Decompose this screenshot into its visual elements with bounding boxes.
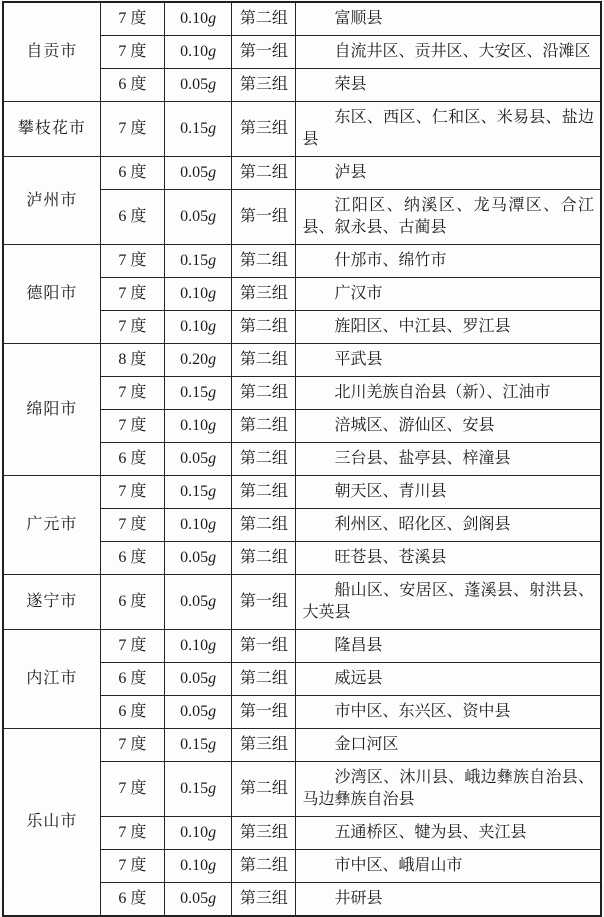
design-group-cell: 第三组 — [232, 817, 296, 850]
design-group-cell: 第二组 — [232, 410, 296, 443]
pga-cell — [165, 157, 232, 190]
pga-unit: g — [208, 736, 217, 753]
intensity-cell: 7 度 — [100, 762, 164, 817]
design-group-cell: 第三组 — [232, 102, 296, 157]
design-group-cell: 第一组 — [232, 190, 296, 245]
city-cell: 攀枝花市 — [3, 102, 100, 157]
intensity-cell: 7 度 — [100, 102, 164, 157]
pga-cell — [165, 696, 232, 729]
table-row — [3, 157, 601, 190]
design-group-cell: 第一组 — [232, 696, 296, 729]
areas-cell: 平武县 — [296, 344, 601, 377]
design-group-cell: 第二组 — [232, 377, 296, 410]
areas-cell: 市中区、东兴区、资中县 — [296, 696, 601, 729]
pga-cell — [165, 509, 232, 542]
intensity-cell: 6 度 — [100, 443, 164, 476]
intensity-cell: 6 度 — [100, 575, 164, 630]
intensity-cell: 7 度 — [100, 410, 164, 443]
pga-cell — [165, 476, 232, 509]
city-cell: 德阳市 — [3, 245, 100, 344]
areas-cell: 自流井区、贡井区、大安区、沿滩区 — [296, 36, 601, 69]
intensity-cell: 6 度 — [100, 696, 164, 729]
pga-unit: g — [208, 318, 217, 335]
intensity-cell: 7 度 — [100, 311, 164, 344]
areas-cell: 井研县 — [296, 883, 601, 917]
intensity-cell: 7 度 — [100, 245, 164, 278]
areas-cell: 富顺县 — [296, 2, 601, 36]
design-group-cell: 第三组 — [232, 69, 296, 102]
intensity-cell: 6 度 — [100, 157, 164, 190]
pga-cell — [165, 2, 232, 36]
pga-unit: g — [208, 252, 217, 269]
pga-unit: g — [208, 549, 217, 566]
pga-cell — [165, 762, 232, 817]
pga-cell — [165, 575, 232, 630]
city-cell: 自贡市 — [3, 2, 100, 102]
design-group-cell: 第一组 — [232, 575, 296, 630]
pga-unit: g — [208, 10, 217, 27]
pga-value: 0.05 — [180, 76, 209, 93]
design-group-cell: 第三组 — [232, 883, 296, 917]
design-group-cell: 第二组 — [232, 344, 296, 377]
pga-cell — [165, 190, 232, 245]
city-cell: 绵阳市 — [3, 344, 100, 476]
intensity-cell: 7 度 — [100, 850, 164, 883]
table-row — [3, 476, 601, 509]
city-cell: 广元市 — [3, 476, 100, 575]
pga-value: 0.05 — [180, 890, 209, 907]
design-group-cell: 第二组 — [232, 663, 296, 696]
pga-value: 0.10 — [180, 637, 209, 654]
intensity-cell: 7 度 — [100, 36, 164, 69]
pga-value: 0.10 — [180, 516, 209, 533]
pga-unit: g — [208, 483, 217, 500]
areas-cell: 利州区、昭化区、剑阁县 — [296, 509, 601, 542]
design-group-cell: 第三组 — [232, 729, 296, 762]
table-row — [3, 630, 601, 663]
table-row — [3, 245, 601, 278]
pga-cell — [165, 542, 232, 575]
intensity-cell: 7 度 — [100, 630, 164, 663]
pga-cell — [165, 410, 232, 443]
pga-cell — [165, 817, 232, 850]
pga-cell — [165, 883, 232, 917]
areas-cell: 涪城区、游仙区、安县 — [296, 410, 601, 443]
areas-cell: 船山区、安居区、蓬溪县、射洪县、大英县 — [296, 575, 601, 630]
pga-value: 0.05 — [180, 670, 209, 687]
areas-cell: 广汉市 — [296, 278, 601, 311]
intensity-cell: 7 度 — [100, 729, 164, 762]
design-group-cell: 第二组 — [232, 509, 296, 542]
intensity-cell: 7 度 — [100, 509, 164, 542]
pga-value: 0.10 — [180, 10, 209, 27]
design-group-cell: 第一组 — [232, 36, 296, 69]
pga-unit: g — [208, 593, 217, 610]
pga-value: 0.05 — [180, 593, 209, 610]
pga-unit: g — [208, 637, 217, 654]
design-group-cell: 第二组 — [232, 2, 296, 36]
areas-cell: 东区、西区、仁和区、米易县、盐边县 — [296, 102, 601, 157]
pga-value: 0.10 — [180, 824, 209, 841]
pga-unit: g — [208, 208, 217, 225]
areas-cell: 市中区、峨眉山市 — [296, 850, 601, 883]
pga-cell — [165, 377, 232, 410]
pga-unit: g — [208, 450, 217, 467]
pga-unit: g — [208, 670, 217, 687]
design-group-cell: 第一组 — [232, 630, 296, 663]
table-row — [3, 2, 601, 36]
pga-value: 0.05 — [180, 549, 209, 566]
city-cell: 内江市 — [3, 630, 100, 729]
pga-unit: g — [208, 285, 217, 302]
pga-unit: g — [208, 43, 217, 60]
pga-value: 0.15 — [180, 120, 209, 137]
pga-value: 0.15 — [180, 252, 209, 269]
design-group-cell: 第二组 — [232, 311, 296, 344]
areas-cell: 隆昌县 — [296, 630, 601, 663]
city-cell: 泸州市 — [3, 157, 100, 245]
table-row — [3, 344, 601, 377]
areas-cell: 旺苍县、苍溪县 — [296, 542, 601, 575]
pga-value: 0.15 — [180, 384, 209, 401]
pga-cell — [165, 630, 232, 663]
pga-unit: g — [208, 703, 217, 720]
design-group-cell: 第二组 — [232, 850, 296, 883]
intensity-cell: 7 度 — [100, 476, 164, 509]
pga-unit: g — [208, 824, 217, 841]
design-group-cell: 第二组 — [232, 542, 296, 575]
table-body — [3, 2, 601, 916]
document-page — [0, 1, 604, 907]
intensity-cell: 7 度 — [100, 278, 164, 311]
intensity-cell: 8 度 — [100, 344, 164, 377]
pga-cell — [165, 663, 232, 696]
design-group-cell: 第二组 — [232, 762, 296, 817]
pga-value: 0.05 — [180, 164, 209, 181]
pga-unit: g — [208, 417, 217, 434]
areas-cell: 金口河区 — [296, 729, 601, 762]
pga-value: 0.20 — [180, 351, 209, 368]
pga-unit: g — [208, 780, 217, 797]
pga-cell — [165, 311, 232, 344]
design-group-cell: 第二组 — [232, 476, 296, 509]
pga-unit: g — [208, 857, 217, 874]
pga-cell — [165, 102, 232, 157]
areas-cell: 五通桥区、犍为县、夹江县 — [296, 817, 601, 850]
pga-cell — [165, 850, 232, 883]
pga-unit: g — [208, 384, 217, 401]
areas-cell: 三台县、盐亭县、梓潼县 — [296, 443, 601, 476]
areas-cell: 江阳区、纳溪区、龙马潭区、合江县、叙永县、古蔺县 — [296, 190, 601, 245]
table-row — [3, 575, 601, 630]
pga-value: 0.10 — [180, 318, 209, 335]
pga-value: 0.10 — [180, 285, 209, 302]
table-row — [3, 102, 601, 157]
pga-cell — [165, 443, 232, 476]
table-row — [3, 729, 601, 762]
seismic-zoning-table — [2, 1, 602, 917]
pga-value: 0.10 — [180, 43, 209, 60]
intensity-cell: 7 度 — [100, 2, 164, 36]
pga-value: 0.05 — [180, 703, 209, 720]
pga-unit: g — [208, 351, 217, 368]
pga-cell — [165, 36, 232, 69]
pga-unit: g — [208, 890, 217, 907]
intensity-cell: 6 度 — [100, 190, 164, 245]
pga-cell — [165, 245, 232, 278]
pga-cell — [165, 278, 232, 311]
pga-value: 0.05 — [180, 450, 209, 467]
pga-value: 0.15 — [180, 780, 209, 797]
areas-cell: 朝天区、青川县 — [296, 476, 601, 509]
pga-value: 0.10 — [180, 417, 209, 434]
pga-unit: g — [208, 76, 217, 93]
intensity-cell: 6 度 — [100, 542, 164, 575]
areas-cell: 旌阳区、中江县、罗江县 — [296, 311, 601, 344]
intensity-cell: 6 度 — [100, 883, 164, 917]
design-group-cell: 第二组 — [232, 245, 296, 278]
pga-cell — [165, 344, 232, 377]
intensity-cell: 6 度 — [100, 663, 164, 696]
design-group-cell: 第二组 — [232, 157, 296, 190]
pga-unit: g — [208, 120, 217, 137]
pga-value: 0.05 — [180, 208, 209, 225]
pga-value: 0.15 — [180, 483, 209, 500]
design-group-cell: 第二组 — [232, 443, 296, 476]
intensity-cell: 7 度 — [100, 817, 164, 850]
pga-value: 0.10 — [180, 857, 209, 874]
areas-cell: 荣县 — [296, 69, 601, 102]
pga-value: 0.15 — [180, 736, 209, 753]
pga-unit: g — [208, 164, 217, 181]
pga-unit: g — [208, 516, 217, 533]
areas-cell: 北川羌族自治县（新）、江油市 — [296, 377, 601, 410]
intensity-cell: 6 度 — [100, 69, 164, 102]
design-group-cell: 第三组 — [232, 278, 296, 311]
pga-cell — [165, 729, 232, 762]
pga-cell — [165, 69, 232, 102]
areas-cell: 沙湾区、沐川县、峨边彝族自治县、马边彝族自治县 — [296, 762, 601, 817]
areas-cell: 什邡市、绵竹市 — [296, 245, 601, 278]
city-cell: 遂宁市 — [3, 575, 100, 630]
areas-cell: 泸县 — [296, 157, 601, 190]
areas-cell: 威远县 — [296, 663, 601, 696]
intensity-cell: 7 度 — [100, 377, 164, 410]
city-cell: 乐山市 — [3, 729, 100, 917]
